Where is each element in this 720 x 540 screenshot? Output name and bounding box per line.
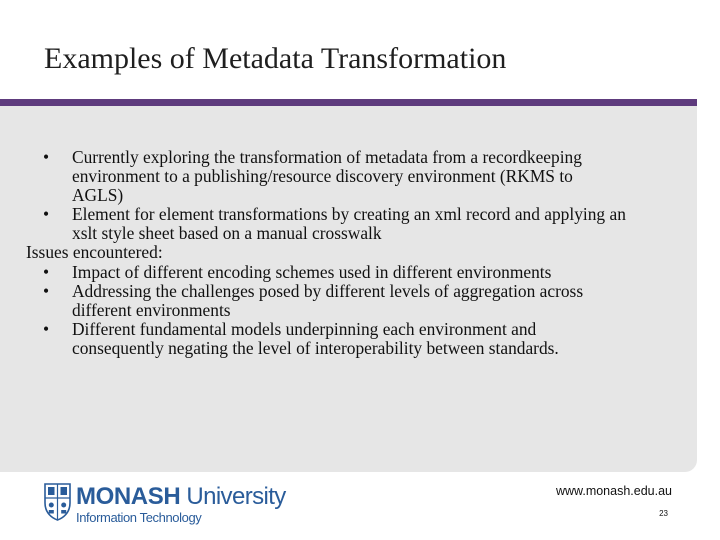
- footer-url: www.monash.edu.au: [555, 484, 672, 498]
- bullet-item: [26, 263, 626, 282]
- bullet-marker: •: [43, 147, 50, 167]
- title-divider-bar: [0, 99, 697, 106]
- logo-name-regular: University: [180, 483, 286, 510]
- bullet-marker: •: [43, 204, 50, 225]
- slide-title: Examples of Metadata Transformation: [44, 42, 507, 75]
- bullet-text: Different fundamental models underpinning each environment and consequently negating the level of interoperability between standards.: [72, 318, 559, 358]
- bullet-text: Element for element transformations by creating an xml record and applying an xslt style sheet based on a manual crosswalk: [72, 204, 626, 244]
- bullet-item: [26, 282, 626, 320]
- page-number: 23: [659, 509, 668, 518]
- bullet-text: Impact of different encoding schemes used in different environments: [72, 261, 552, 282]
- bullet-item: [26, 148, 626, 205]
- monash-crest-icon: [44, 483, 71, 521]
- bullet-marker: •: [43, 318, 50, 339]
- monash-logo: [44, 483, 284, 527]
- slide-body: [26, 148, 626, 358]
- section-label: Issues encountered:: [26, 242, 163, 263]
- bullet-item: [26, 320, 626, 358]
- bullet-text: Addressing the challenges posed by different levels of aggregation across different environments: [72, 280, 584, 320]
- logo-subtitle: Information Technology: [76, 510, 202, 525]
- bullet-text: Currently exploring the transformation of metadata from a recordkeeping environment to a publishing/resource discovery environment (RKMS to AGLS): [72, 147, 582, 206]
- bullet-marker: •: [43, 261, 50, 282]
- logo-wordmark: [76, 484, 286, 510]
- bullet-item: [26, 205, 626, 243]
- logo-name-bold: MONASH: [76, 483, 181, 510]
- bullet-marker: •: [43, 280, 50, 301]
